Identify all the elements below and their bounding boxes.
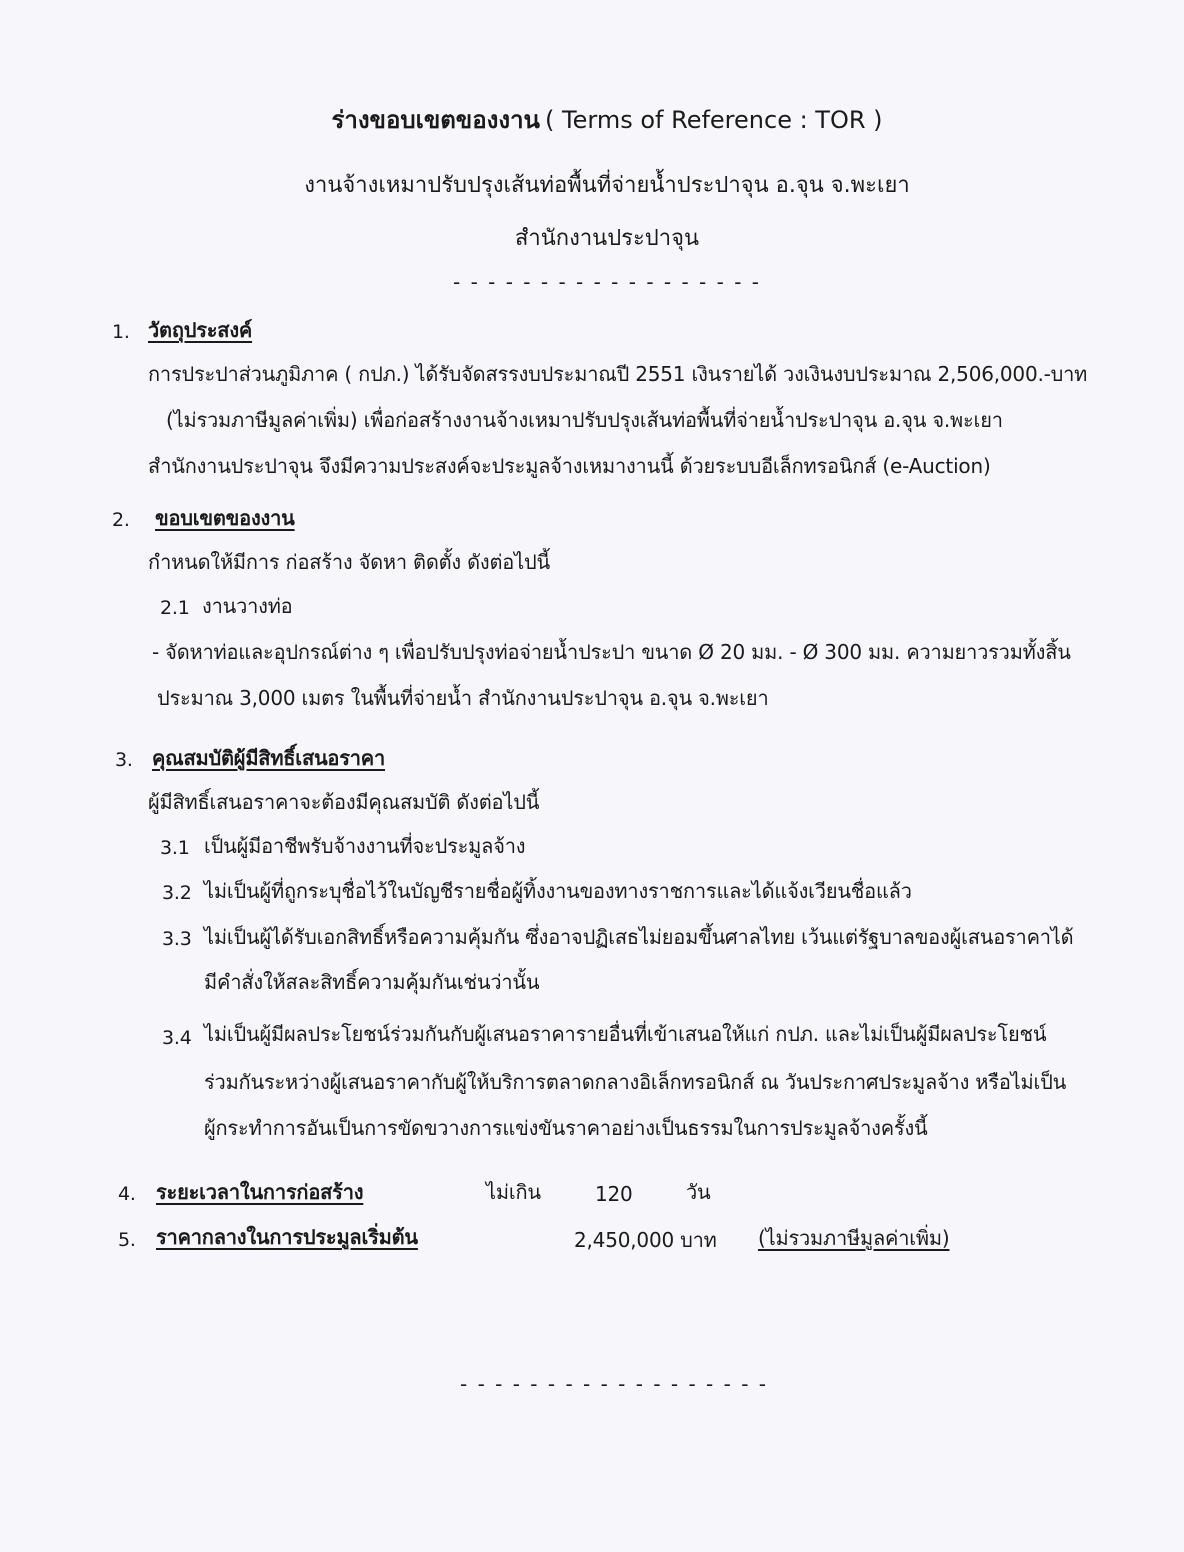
section-2-sub-label: งานวางท่อ (202, 594, 293, 618)
section-2-line-2: ประมาณ 3,000 เมตร ในพื้นที่จ่ายน้ำ สำนักงานประปาจุน อ.จุน จ.พะเยา (157, 686, 769, 710)
section-5-note: (ไม่รวมภาษีมูลค่าเพิ่ม) (758, 1226, 950, 1250)
item-3-4-number: 3.4 (162, 1027, 192, 1049)
section-2-intro: กำหนดให้มีการ ก่อสร้าง จัดหา ติดตั้ง ดังต่อไปนี้ (148, 550, 550, 574)
section-1-number: 1. (112, 321, 130, 343)
section-2-line-1: - จัดหาท่อและอุปกรณ์ต่าง ๆ เพื่อปรับปรุงท่อจ่ายน้ำประปา ขนาด Ø 20 มม. - Ø 300 มม. ความยาวรวมทั้งสิ้น (152, 640, 1071, 664)
header-divider: - - - - - - - - - - - - - - - - - - (453, 270, 761, 294)
item-3-4-line-3: ผู้กระทำการอันเป็นการขัดขวางการแข่งขันราคาอย่างเป็นธรรมในการประมูลจ้างครั้งนี้ (204, 1116, 928, 1140)
section-4-number: 4. (118, 1183, 136, 1205)
section-3-number: 3. (115, 749, 133, 771)
item-3-4-line-2: ร่วมกันระหว่างผู้เสนอราคากับผู้ให้บริการตลาดกลางอิเล็กทรอนิกส์ ณ วันประกาศประมูลจ้าง หรือไม่เป็น (204, 1070, 1067, 1094)
section-1-line-3: สำนักงานประปาจุน จึงมีความประสงค์จะประมูลจ้างเหมางานนี้ ด้วยระบบอีเล็กทรอนิกส์ (e-Auction) (148, 454, 991, 478)
section-2-heading: ขอบเขตของงาน (155, 506, 295, 530)
item-3-3-number: 3.3 (162, 928, 192, 950)
section-1-heading: วัตถุประสงค์ (148, 318, 253, 342)
office-name: สำนักงานประปาจุน (514, 226, 700, 251)
item-3-1-line-1: เป็นผู้มีอาชีพรับจ้างงานที่จะประมูลจ้าง (204, 834, 526, 858)
section-5-heading: ราคากลางในการประมูลเริ่มต้น (156, 1225, 418, 1249)
section-4-value: 120 (595, 1182, 633, 1206)
item-3-1-number: 3.1 (160, 837, 190, 859)
section-5-value: 2,450,000 บาท (574, 1228, 717, 1252)
section-1-line-1: การประปาส่วนภูมิภาค ( กปภ.) ได้รับจัดสรรงบประมาณปี 2551 เงินรายได้ วงเงินงบประมาณ 2,506,000.-บาท (148, 362, 1088, 386)
item-3-2-number: 3.2 (162, 882, 192, 904)
item-3-3-line-1: ไม่เป็นผู้ได้รับเอกสิทธิ์หรือความคุ้มกัน ซึ่งอาจปฏิเสธไม่ยอมขึ้นศาลไทย เว้นแต่รัฐบาลของผู้เสนอราคาได้ (204, 925, 1074, 949)
section-3-heading: คุณสมบัติผู้มีสิทธิ์เสนอราคา (152, 746, 386, 770)
section-4-heading: ระยะเวลาในการก่อสร้าง (156, 1180, 364, 1204)
section-3-intro: ผู้มีสิทธิ์เสนอราคาจะต้องมีคุณสมบัติ ดังต่อไปนี้ (148, 790, 540, 814)
title-thai: ร่างขอบเขตของงาน (331, 106, 540, 134)
section-2-number: 2. (112, 509, 130, 531)
section-1-line-2: (ไม่รวมภาษีมูลค่าเพิ่ม) เพื่อก่อสร้างงานจ้างเหมาปรับปรุงเส้นท่อพื้นที่จ่ายน้ำประปาจุน อ.จุน จ.พะเยา (166, 408, 1003, 432)
item-3-4-line-1: ไม่เป็นผู้มีผลประโยชน์ร่วมกันกับผู้เสนอราคารายอื่นที่เข้าเสนอให้แก่ กปภ. และไม่เป็นผู้มีผลประโยชน์ (204, 1022, 1047, 1046)
section-5-number: 5. (118, 1229, 136, 1251)
title-english: ( Terms of Reference : TOR ) (545, 106, 883, 134)
project-subtitle: งานจ้างเหมาปรับปรุงเส้นท่อพื้นที่จ่ายน้ำประปาจุน อ.จุน จ.พะเยา (304, 173, 910, 198)
section-4-unit: วัน (686, 1180, 711, 1204)
item-3-3-line-2: มีคำสั่งให้สละสิทธิ์ความคุ้มกันเช่นว่านั้น (204, 970, 540, 994)
item-3-2-line-1: ไม่เป็นผู้ที่ถูกระบุชื่อไว้ในบัญชีรายชื่อผู้ทิ้งงานของทางราชการและได้แจ้งเวียนชื่อแล้ว (204, 879, 912, 903)
section-4-prefix: ไม่เกิน (486, 1180, 541, 1204)
section-2-sub-number: 2.1 (160, 597, 190, 619)
footer-divider: - - - - - - - - - - - - - - - - - - (460, 1372, 768, 1396)
document-title (0, 100, 1184, 139)
